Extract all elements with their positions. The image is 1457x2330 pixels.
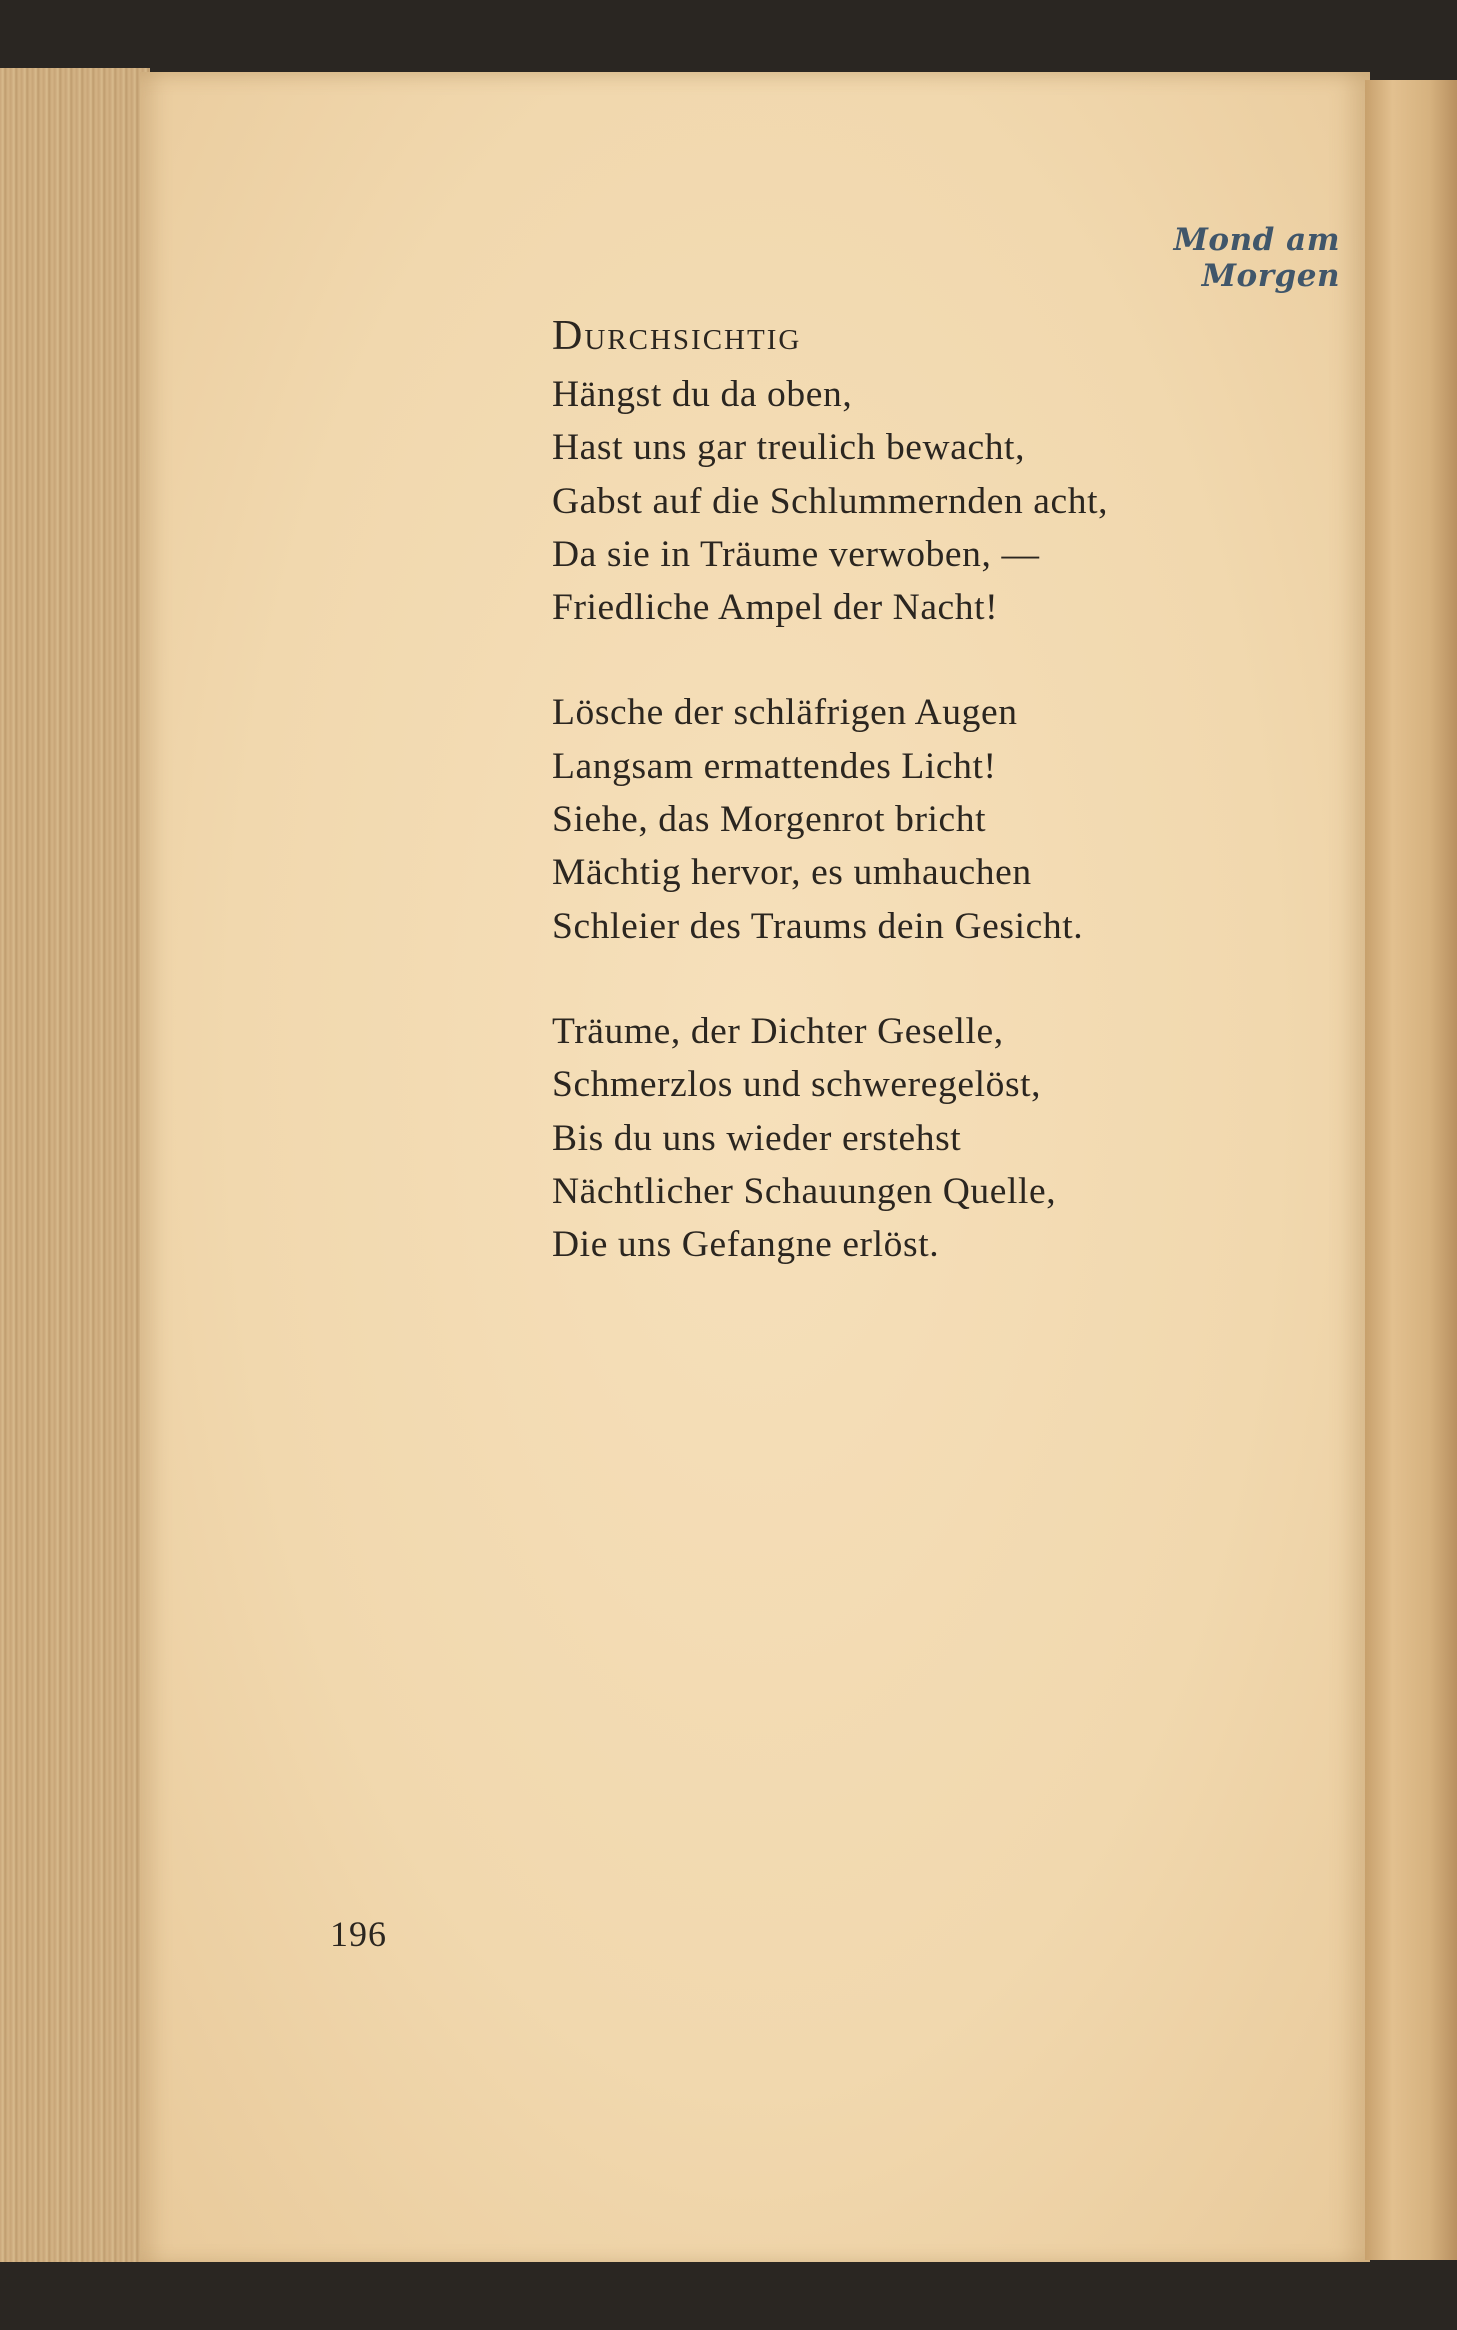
poem-line: Bis du uns wieder erstehst xyxy=(552,1117,962,1159)
poem-line: Friedliche Ampel der Nacht! xyxy=(552,587,999,629)
running-head: Mond am Morgen xyxy=(1173,222,1340,294)
poem xyxy=(552,310,1252,1271)
poem-line: Hängst du da oben, xyxy=(552,374,853,415)
poem-title: Durchsichtig xyxy=(552,313,802,359)
poem-line: Langsam ermattendes Licht! xyxy=(552,745,997,787)
poem-line: Nächtlicher Schauungen Quelle, xyxy=(552,1170,1057,1212)
book-spine xyxy=(1365,80,1457,2260)
poem-line: Träume, der Dichter Geselle, xyxy=(552,1010,1004,1052)
poem-line: Siehe, das Morgenrot bricht xyxy=(552,799,987,841)
poem-line: Da sie in Träume verwoben, — xyxy=(552,533,1040,575)
poem-line: Schmerzlos und schweregelöst, xyxy=(552,1064,1042,1106)
page-edges xyxy=(0,68,150,2268)
poem-line: Die uns Gefangne erlöst. xyxy=(552,1224,940,1266)
page-number: 196 xyxy=(330,1914,387,1954)
stanza-2 xyxy=(552,686,1252,952)
poem-line: Hast uns gar treulich bewacht, xyxy=(552,427,1026,469)
stanza-3 xyxy=(552,1005,1252,1271)
scan-bottom-edge xyxy=(0,2262,1457,2330)
poem-line: Schleier des Traums dein Gesicht. xyxy=(552,905,1084,947)
stanza-1 xyxy=(552,368,1252,634)
poem-line: Lösche der schläfrigen Augen xyxy=(552,692,1018,734)
poem-line: Gabst auf die Schlummernden acht, xyxy=(552,480,1109,522)
poem-line: Mächtig hervor, es umhauchen xyxy=(552,852,1032,894)
